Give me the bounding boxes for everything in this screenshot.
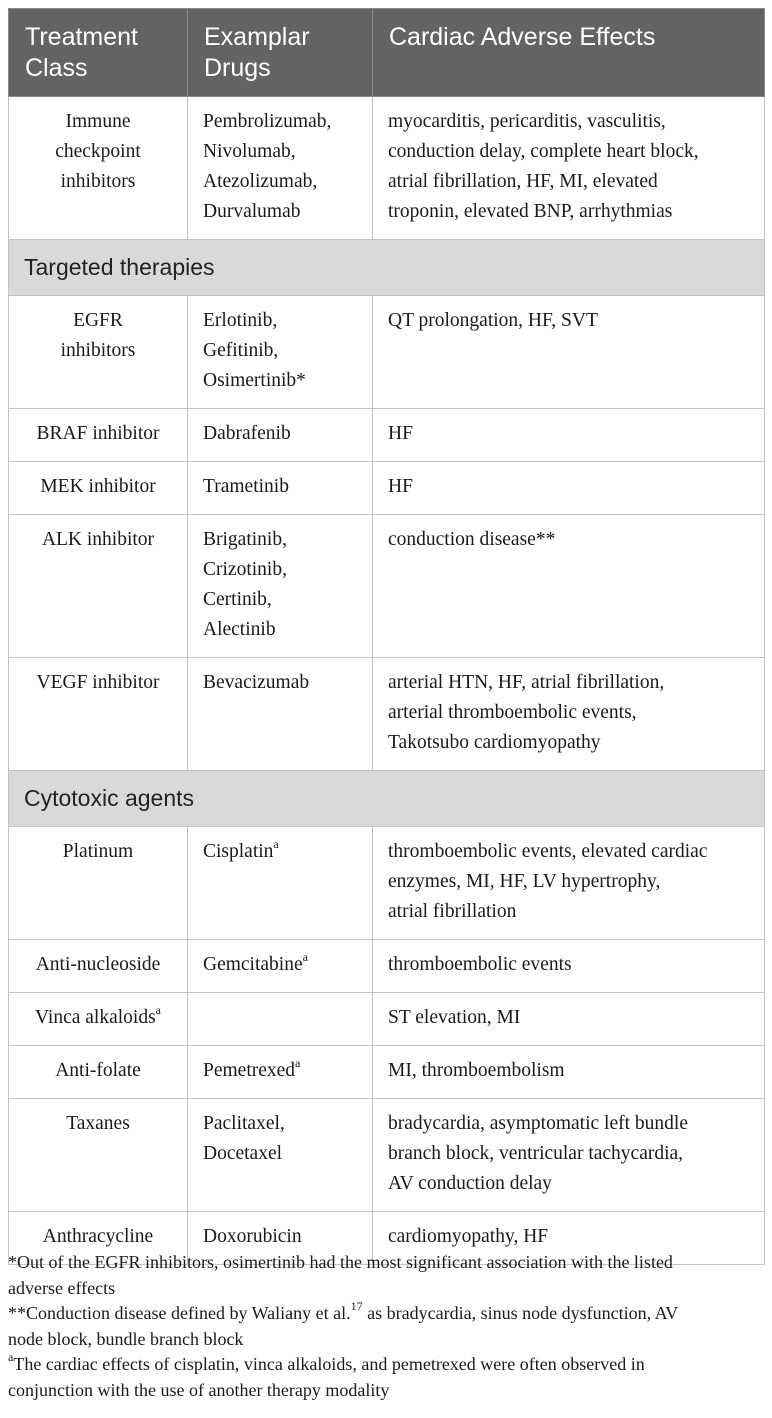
table-row xyxy=(9,993,765,1046)
text-line: Gefitinib, xyxy=(203,340,279,361)
drugs-cell: Bevacizumab xyxy=(188,658,373,771)
text-line: Certinib, xyxy=(203,589,272,610)
table-row xyxy=(9,97,765,240)
effects-cell: QT prolongation, HF, SVT xyxy=(373,296,765,409)
treatment-class-cell: MEK inhibitor xyxy=(9,462,188,515)
header-cardiac-effects: Cardiac Adverse Effects xyxy=(373,9,765,97)
effects-cell: MI, thromboembolism xyxy=(373,1046,765,1099)
effects-cell xyxy=(373,1099,765,1212)
text-line: conjunction with the use of another therapy modality xyxy=(8,1379,390,1400)
drugs-cell xyxy=(188,827,373,940)
text-line: atrial fibrillation xyxy=(388,901,517,922)
text-line: **Conduction disease defined by Waliany et al. xyxy=(8,1303,351,1323)
effects-cell xyxy=(373,827,765,940)
table-row xyxy=(9,940,765,993)
text-line: as bradycardia, sinus node dysfunction, AV xyxy=(362,1303,679,1323)
text-line: Crizotinib, xyxy=(203,559,287,580)
table-row xyxy=(9,515,765,658)
treatment-class-cell xyxy=(9,296,188,409)
drugs-cell xyxy=(188,296,373,409)
footnote-marker: a xyxy=(273,836,279,851)
treatment-class-cell xyxy=(9,97,188,240)
text-line: inhibitors xyxy=(60,340,136,361)
table-footnotes xyxy=(8,1250,764,1403)
section-row xyxy=(9,771,765,827)
effects-cell: conduction disease** xyxy=(373,515,765,658)
table-row xyxy=(9,409,765,462)
footnote-marker: a xyxy=(8,1350,14,1364)
treatment-class-cell: Anti-folate xyxy=(9,1046,188,1099)
text-line: inhibitors xyxy=(60,171,136,192)
text-line: thromboembolic events, elevated cardiac xyxy=(388,841,708,862)
drugs-cell xyxy=(188,993,373,1046)
effects-cell: HF xyxy=(373,462,765,515)
effects-cell: thromboembolic events xyxy=(373,940,765,993)
text-line: Cisplatin xyxy=(203,841,274,862)
table-row xyxy=(9,296,765,409)
footnote-marker: a xyxy=(295,1055,301,1070)
drugs-cell xyxy=(188,97,373,240)
treatment-class-cell: ALK inhibitor xyxy=(9,515,188,658)
text-line: node block, bundle branch block xyxy=(8,1328,244,1349)
text-line: Alectinib xyxy=(203,619,276,640)
drugs-cell: Doxorubicin xyxy=(188,1212,373,1265)
text-line: Docetaxel xyxy=(203,1143,283,1164)
citation-marker: 17 xyxy=(350,1299,363,1313)
treatment-class-cell: Anthracycline xyxy=(9,1212,188,1265)
text-line: conduction delay, complete heart block, xyxy=(388,141,699,162)
table-row xyxy=(9,1099,765,1212)
section-row xyxy=(9,240,765,296)
text-line: checkpoint xyxy=(55,141,141,162)
footnote-marker: a xyxy=(155,1002,161,1017)
effects-cell xyxy=(373,97,765,240)
table-container xyxy=(8,8,764,1265)
effects-cell: cardiomyopathy, HF xyxy=(373,1212,765,1265)
drugs-cell: Dabrafenib xyxy=(188,409,373,462)
text-line: troponin, elevated BNP, arrhythmias xyxy=(388,201,673,222)
text-line: Takotsubo cardiomyopathy xyxy=(388,732,601,753)
drugs-cell: Trametinib xyxy=(188,462,373,515)
text-line: Pemetrexed xyxy=(203,1060,296,1081)
footnote-conduction-disease xyxy=(8,1301,764,1352)
text-line: Durvalumab xyxy=(203,201,301,222)
text-line: Atezolizumab, xyxy=(203,171,318,192)
text-line: Gemcitabine xyxy=(203,954,303,975)
footnote-combination-therapy xyxy=(8,1352,764,1403)
drugs-cell xyxy=(188,515,373,658)
header-examplar-drugs: Examplar Drugs xyxy=(188,9,373,97)
table-row xyxy=(9,1046,765,1099)
drugs-cell xyxy=(188,1046,373,1099)
treatment-class-cell xyxy=(9,993,188,1046)
treatment-class-cell: Anti-nucleoside xyxy=(9,940,188,993)
text-line: *Out of the EGFR inhibitors, osimertinib had the most significant association with the listed xyxy=(8,1252,673,1272)
text-line: arterial HTN, HF, atrial fibrillation, xyxy=(388,672,665,693)
effects-cell: ST elevation, MI xyxy=(373,993,765,1046)
text-line: Pembrolizumab, xyxy=(203,111,332,132)
table-row xyxy=(9,827,765,940)
table-row xyxy=(9,658,765,771)
text-line: Immune xyxy=(65,111,131,132)
text-line: branch block, ventricular tachycardia, xyxy=(388,1143,684,1164)
treatment-class-cell: BRAF inhibitor xyxy=(9,409,188,462)
text-line: atrial fibrillation, HF, MI, elevated xyxy=(388,171,658,192)
header-treatment-class: Treatment Class xyxy=(9,9,188,97)
treatment-class-cell: Platinum xyxy=(9,827,188,940)
text-line: Vinca alkaloids xyxy=(35,1007,156,1028)
drugs-cell xyxy=(188,940,373,993)
drugs-cell xyxy=(188,1099,373,1212)
text-line: AV conduction delay xyxy=(388,1173,552,1194)
text-line: myocarditis, pericarditis, vasculitis, xyxy=(388,111,666,132)
text-line: EGFR xyxy=(73,310,123,331)
table-row xyxy=(9,462,765,515)
text-line: arterial thromboembolic events, xyxy=(388,702,637,723)
text-line: Paclitaxel, xyxy=(203,1113,285,1134)
text-line: Nivolumab, xyxy=(203,141,296,162)
section-label: Targeted therapies xyxy=(9,240,765,296)
text-line: Osimertinib* xyxy=(203,370,306,391)
cardiac-effects-table xyxy=(8,8,765,1265)
text-line: The cardiac effects of cisplatin, vinca alkaloids, and pemetrexed were often observed in xyxy=(13,1354,645,1374)
effects-cell xyxy=(373,658,765,771)
footnote-marker: a xyxy=(302,949,308,964)
footnote-osimertinib xyxy=(8,1250,764,1301)
treatment-class-cell: VEGF inhibitor xyxy=(9,658,188,771)
effects-cell: HF xyxy=(373,409,765,462)
text-line: enzymes, MI, HF, LV hypertrophy, xyxy=(388,871,661,892)
text-line: Brigatinib, xyxy=(203,529,287,550)
header-row xyxy=(9,9,765,97)
section-label: Cytotoxic agents xyxy=(9,771,765,827)
treatment-class-cell: Taxanes xyxy=(9,1099,188,1212)
text-line: Erlotinib, xyxy=(203,310,278,331)
text-line: adverse effects xyxy=(8,1277,116,1298)
text-line: bradycardia, asymptomatic left bundle xyxy=(388,1113,688,1134)
